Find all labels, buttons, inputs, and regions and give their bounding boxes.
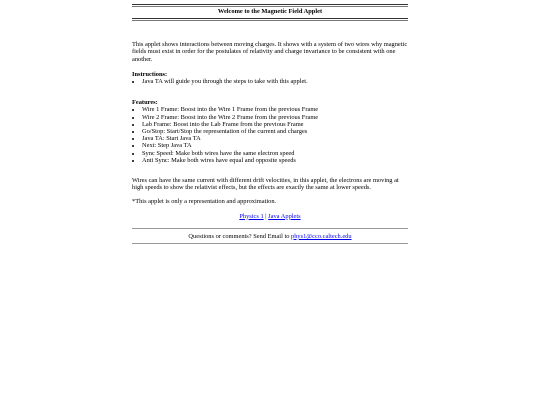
contact-line [132, 233, 408, 240]
contact-text: Questions or comments? Send Email to [188, 232, 292, 240]
features-heading: Features: [132, 99, 158, 107]
disclaimer-text: *This applet is only a representation and approximation. [132, 198, 277, 206]
contact-bottom-divider [132, 243, 408, 244]
feature-item-next: • Next: Step Java TA [142, 142, 408, 149]
feature-item-sync-speed: • Sync Speed: Make both wires have the same electron speed [142, 150, 408, 157]
feature-item-lab-frame: • Lab Frame: Boost into the Lab Frame from the previous Frame [142, 121, 408, 128]
features-list [132, 106, 408, 164]
feature-item-wire1-frame: • Wire 1 Frame: Boost into the Wire 1 Frame from the previous Frame [142, 106, 408, 113]
instructions-list [132, 78, 408, 85]
java-applets-link[interactable]: Java Applets [268, 212, 301, 220]
page-content [132, 4, 408, 244]
title-divider [132, 18, 408, 21]
feature-item-java-ta: • Java TA: Start Java TA [142, 135, 408, 142]
contact-top-divider [132, 228, 408, 229]
feature-item-go-stop: • Go/Stop: Start/Stop the representation of the current and charges [142, 128, 408, 135]
instructions-heading: Instructions: [132, 70, 168, 78]
footer-links [132, 213, 408, 220]
feature-item-anti-sync: • Anti Sync: Make both wires have equal and opposite speeds [142, 157, 408, 164]
wires-paragraph: Wires can have the same current with different drift velocities, in this applet, the electrons are moving at high speeds to show the relativist effects, but the effects are exactly the same at lower speeds. [132, 177, 399, 192]
link-separator: | [263, 212, 269, 220]
feature-item-wire2-frame: • Wire 2 Frame: Boost into the Wire 2 Frame from the previous Frame [142, 114, 408, 121]
instructions-item: • Java TA will guide you through the steps to take with this applet. [142, 78, 408, 85]
intro-paragraph: This applet shows interactions between moving charges. It shows with a system of two wires why magnetic fields must exist in order for the postulates of relativity and charge invariance to be consistent with one another. [132, 41, 408, 63]
email-link[interactable]: phys1@cco.caltech.edu [291, 232, 352, 240]
page-title: Welcome to the Magnetic Field Applet [217, 8, 323, 15]
top-divider [132, 4, 408, 7]
physics-1-link[interactable]: Physics 1 [239, 212, 264, 220]
